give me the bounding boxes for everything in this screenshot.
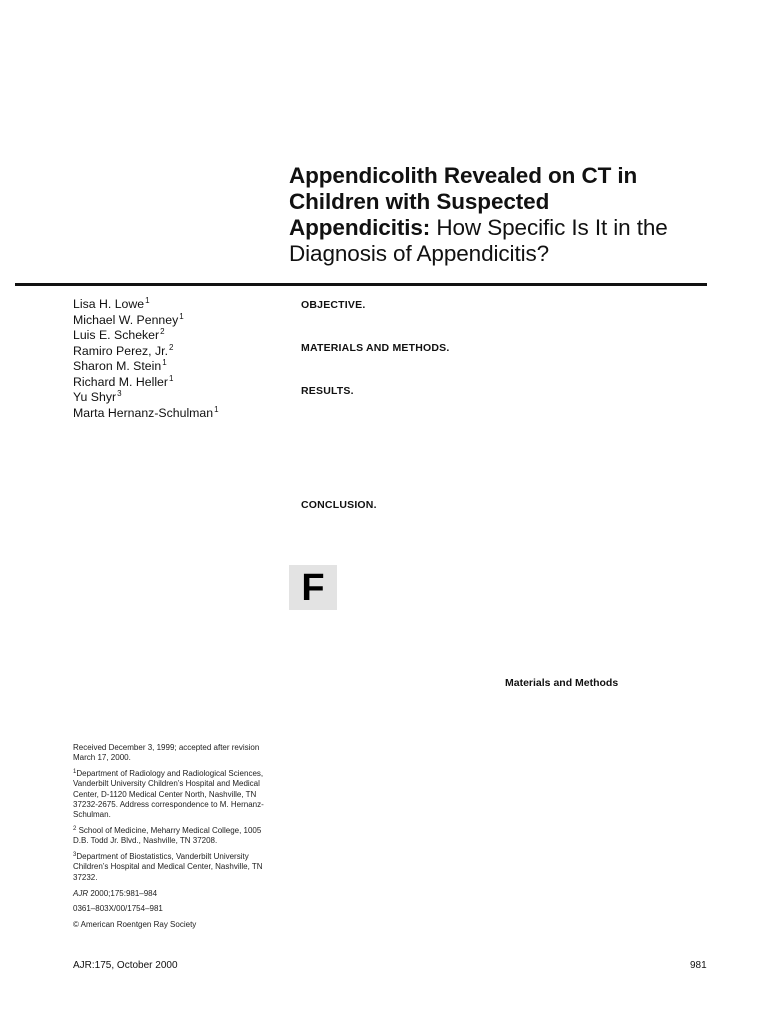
affiliation-note-1 bbox=[73, 769, 273, 820]
issn-note: 0361–803X/00/1754–981 bbox=[73, 904, 163, 914]
drop-cap: F bbox=[289, 565, 337, 610]
citation-journal: AJR bbox=[73, 888, 89, 898]
author-name: Sharon M. Stein bbox=[73, 359, 162, 373]
title-line-3 bbox=[289, 215, 739, 241]
author-name: Richard M. Heller bbox=[73, 374, 168, 389]
objective-heading: OBJECTIVE. bbox=[301, 299, 366, 311]
author bbox=[73, 375, 273, 391]
title-line-3-subtitle: How Specific Is It in the bbox=[430, 215, 668, 240]
affiliation-number: 1 bbox=[73, 769, 77, 776]
materials-methods-abstract-heading: MATERIALS AND METHODS. bbox=[301, 342, 450, 354]
author-name: Luis E. Scheker bbox=[73, 328, 160, 342]
affiliation-note-2 bbox=[73, 826, 273, 847]
footer-page-number: 981 bbox=[690, 960, 707, 971]
author bbox=[73, 313, 273, 329]
author-affiliation: 1 bbox=[168, 373, 174, 383]
title-line-1: Appendicolith Revealed on CT in bbox=[289, 163, 638, 188]
citation-details: 2000;175:981–984 bbox=[88, 888, 158, 898]
affiliation-text: School of Medicine, Meharry Medical College, 1005 D.B. Todd Jr. Blvd., Nashville, TN 37208. bbox=[73, 826, 262, 846]
author-name: Yu Shyr bbox=[73, 390, 117, 404]
author bbox=[73, 390, 273, 406]
materials-methods-heading: Materials and Methods bbox=[505, 677, 619, 689]
copyright-note: © American Roentgen Ray Society bbox=[73, 920, 197, 930]
author-affiliation: 1 bbox=[145, 296, 150, 305]
author-affiliation: 1 bbox=[162, 358, 167, 367]
author bbox=[73, 328, 273, 344]
author-name: Lisa H. Lowe bbox=[73, 297, 145, 311]
affiliation-text: Department of Biostatistics, Vanderbilt University Children’s Hospital and Medical Center, Nashville, TN 37232. bbox=[73, 852, 263, 882]
author-name: Ramiro Perez, Jr. bbox=[73, 343, 168, 358]
author-affiliation: 1 bbox=[214, 404, 219, 414]
title-line-2: Children with Suspected bbox=[289, 189, 550, 214]
author bbox=[73, 344, 273, 360]
title-rule bbox=[15, 283, 707, 286]
affiliation-text: Department of Radiology and Radiological Sciences, Vanderbilt University Children’s Hospital and Medical Center, D-1120 Medical Center North, Nashville, TN 37232-2675. Address correspondence to M. Hernanz-Schulman. bbox=[73, 769, 264, 820]
title-line-3-bold: Appendicitis: bbox=[289, 215, 431, 240]
author-name: Michael W. Penney bbox=[73, 312, 179, 327]
author-name: Marta Hernanz-Schulman bbox=[73, 405, 214, 420]
article-title bbox=[289, 163, 739, 267]
author bbox=[73, 297, 273, 313]
author-affiliation: 2 bbox=[160, 327, 165, 336]
author bbox=[73, 359, 273, 375]
title-line-4: Diagnosis of Appendicitis? bbox=[289, 241, 550, 266]
conclusion-heading: CONCLUSION. bbox=[301, 499, 377, 511]
affiliation-number: 3 bbox=[73, 852, 77, 859]
article-notes bbox=[73, 743, 273, 936]
citation-note bbox=[73, 889, 273, 899]
footer-journal-info: AJR:175, October 2000 bbox=[73, 960, 178, 971]
author-affiliation: 2 bbox=[168, 342, 174, 352]
author-list bbox=[73, 297, 273, 421]
author bbox=[73, 406, 273, 422]
received-note: Received December 3, 1999; accepted after revision March 17, 2000. bbox=[73, 743, 260, 763]
affiliation-note-3 bbox=[73, 852, 273, 883]
author-affiliation: 3 bbox=[117, 389, 122, 398]
results-heading: RESULTS. bbox=[301, 385, 354, 397]
author-affiliation: 1 bbox=[179, 311, 184, 321]
affiliation-number: 2 bbox=[73, 826, 77, 833]
